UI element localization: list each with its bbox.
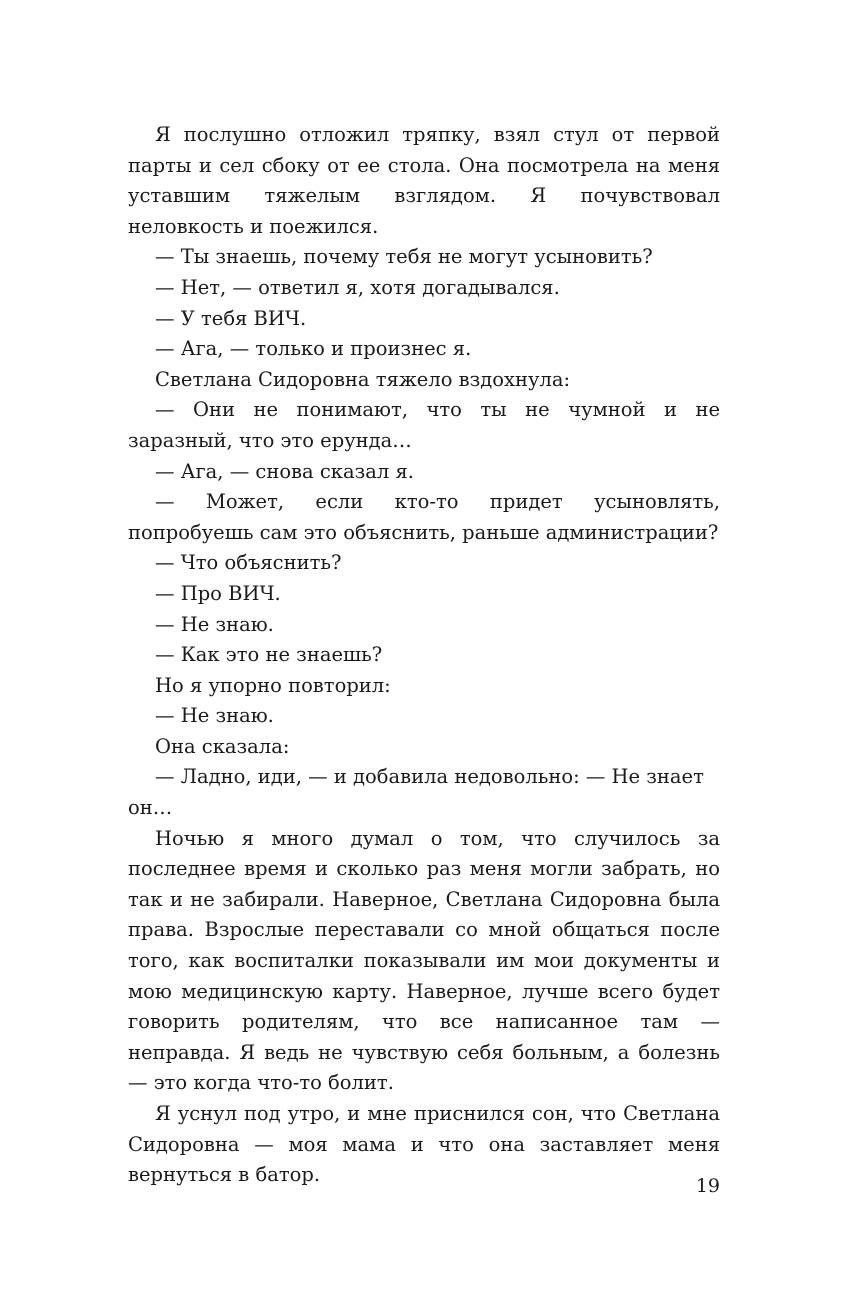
paragraph: Я послушно отложил тряпку, взял стул от первой парты и сел сбоку от ее стола. Она посмотрела на меня уставшим тяжелым взглядом. Я почувствовал неловкость и поежился. (128, 123, 720, 238)
paragraph: — Не знаю. (155, 704, 274, 728)
paragraph: Ночью я много думал о том, что случилось за последнее время и сколько раз меня могли забрать, но так и не забирали. Наверное, Светлана Сидоровна была права. Взрослые переставали со мной общаться после того, как воспиталки показывали им мои документы и мою медицинскую карту. Наверное, лучше всего будет говорить родителям, что все написанное там — неправда. Я ведь не чувствую себя больным, а болезнь — это когда что-то болит. (128, 826, 720, 1095)
body-text (128, 120, 720, 1191)
paragraph: — Как это не знаешь? (155, 643, 383, 667)
paragraph: Она сказала: (155, 734, 290, 758)
paragraph: — Ладно, иди, — и добавила недовольно: — Не знает он… (128, 765, 704, 820)
paragraph: — Ага, — снова сказал я. (155, 459, 414, 483)
page-number: 19 (695, 1175, 720, 1197)
paragraph: Я уснул под утро, и мне приснился сон, что Светлана Сидоровна — моя мама и что она заставляет меня вернуться в батор. (128, 1102, 720, 1187)
paragraph: Но я упорно повторил: (155, 673, 391, 697)
paragraph: — Ага, — только и произнес я. (155, 337, 472, 361)
paragraph: — У тебя ВИЧ. (155, 306, 307, 330)
paragraph: Светлана Сидоровна тяжело вздохнула: (155, 367, 571, 391)
paragraph: — Может, если кто-то придет усыновлять, попробуешь сам это объяснить, раньше администрации? (128, 490, 720, 544)
paragraph: — Про ВИЧ. (155, 581, 281, 605)
paragraph: — Нет, — ответил я, хотя догадывался. (155, 275, 560, 299)
paragraph: — Что объяснить? (155, 551, 342, 575)
paragraph: — Не знаю. (155, 612, 274, 636)
paragraph: — Они не понимают, что ты не чумной и не заразный, что это ерунда… (128, 398, 720, 452)
paragraph: — Ты знаешь, почему тебя не могут усыновить? (155, 245, 653, 269)
book-page (128, 120, 720, 1191)
